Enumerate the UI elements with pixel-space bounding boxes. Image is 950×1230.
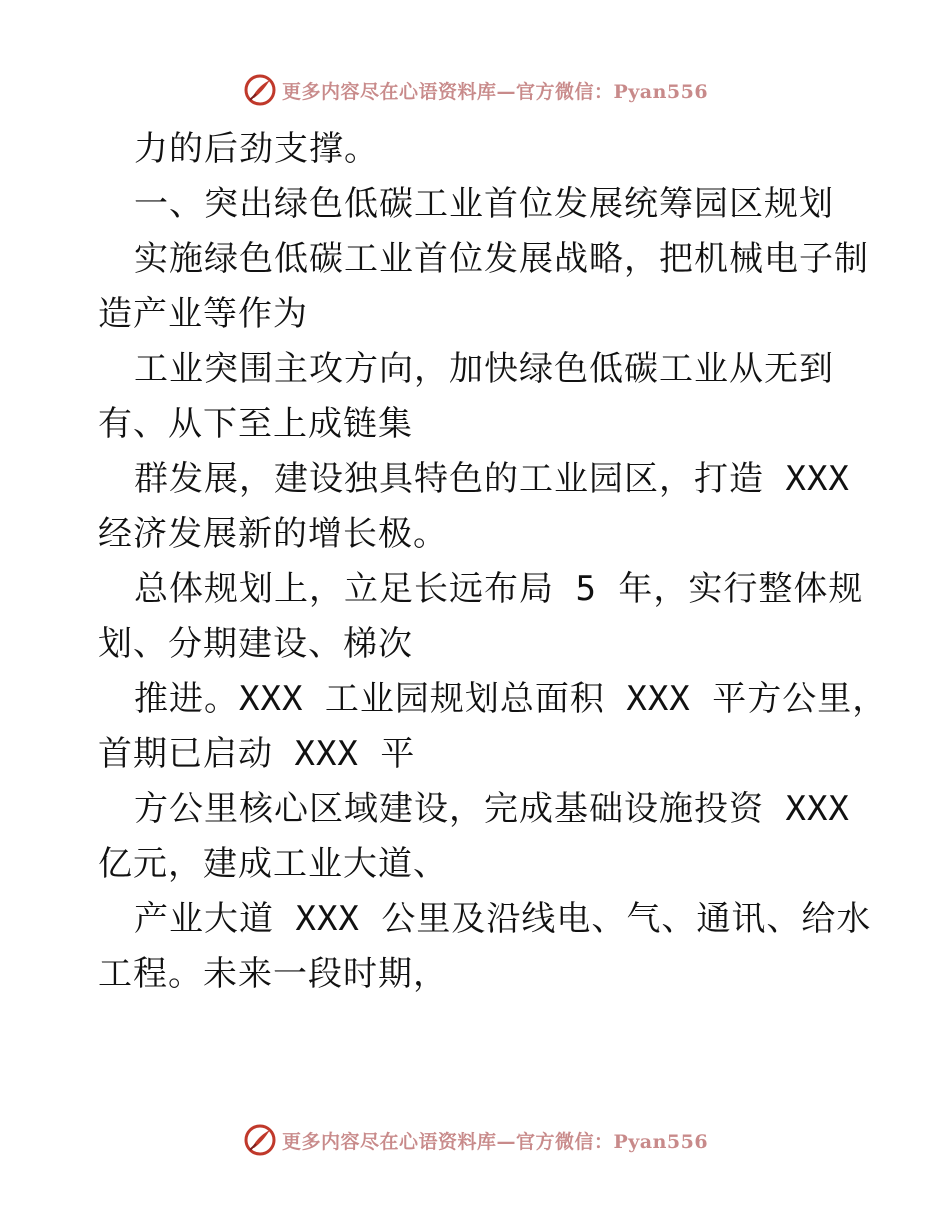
text-line: 有、从下至上成链集 <box>98 404 413 444</box>
text-line: 一、突出绿色低碳工业首位发展统筹园区规划 <box>134 184 834 224</box>
text-line: 推进。XXX 工业园规划总面积 XXX 平方公里， <box>134 679 888 719</box>
text-line: 力的后劲支撑。 <box>134 129 379 169</box>
header-watermark <box>0 68 950 112</box>
feather-logo-icon <box>242 72 278 108</box>
text-line: 实施绿色低碳工业首位发展战略，把机械电子制 <box>134 239 869 279</box>
text-line: 工程。未来一段时期， <box>98 954 448 994</box>
document-body <box>98 122 888 1002</box>
text-line: 产业大道 XXX 公里及沿线电、气、通讯、给水 <box>134 899 872 939</box>
footer-watermark <box>0 1118 950 1162</box>
text-line: 首期已启动 XXX 平 <box>98 734 416 774</box>
text-line: 造产业等作为 <box>98 294 308 334</box>
text-line: 经济发展新的增长极。 <box>98 514 448 554</box>
feather-logo-icon <box>242 1122 278 1158</box>
text-line: 方公里核心区域建设，完成基础设施投资 XXX <box>134 789 850 829</box>
text-line: 划、分期建设、梯次 <box>98 624 413 664</box>
text-line: 亿元，建成工业大道、 <box>98 844 448 884</box>
text-line: 总体规划上，立足长远布局 5 年，实行整体规 <box>134 569 864 609</box>
text-line: 群发展，建设独具特色的工业园区，打造 XXX <box>134 459 850 499</box>
watermark-text: 更多内容尽在心语资料库—官方微信：Pyan556 <box>281 80 709 103</box>
watermark-text: 更多内容尽在心语资料库—官方微信：Pyan556 <box>281 1130 709 1153</box>
text-line: 工业突围主攻方向，加快绿色低碳工业从无到 <box>134 349 834 389</box>
